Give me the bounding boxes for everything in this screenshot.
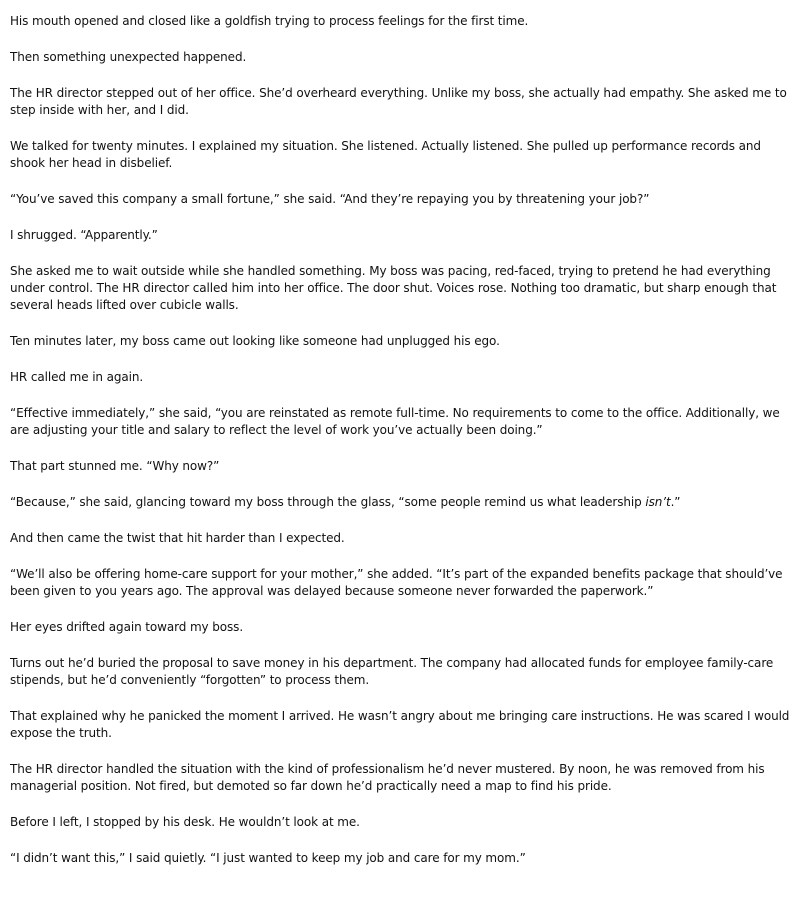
paragraph-text: “Because,” she said, glancing toward my boss through the glass, “some people remind us what leadership bbox=[10, 495, 646, 509]
paragraph: And then came the twist that hit harder than I expected. bbox=[10, 531, 345, 545]
paragraph-text: .” bbox=[670, 495, 681, 509]
paragraph: Then something unexpected happened. bbox=[10, 50, 247, 64]
paragraph: HR called me in again. bbox=[10, 370, 144, 384]
paragraph: I shrugged. “Apparently.” bbox=[10, 228, 158, 242]
paragraph: That explained why he panicked the moment I arrived. He wasn’t angry about me bringing care instructions. He was scared I would expose the truth. bbox=[10, 709, 790, 740]
paragraph: His mouth opened and closed like a goldfish trying to process feelings for the first time. bbox=[10, 14, 529, 28]
paragraph: She asked me to wait outside while she handled something. My boss was pacing, red-faced, trying to pretend he had everything under control. The HR director called him into her office. The door shut. Voices rose. Nothing too dramatic, but sharp enough that several heads lifted over cubicle walls. bbox=[10, 264, 777, 312]
paragraph: Her eyes drifted again toward my boss. bbox=[10, 620, 244, 634]
paragraph bbox=[10, 494, 790, 511]
paragraph: The HR director stepped out of her office. She’d overheard everything. Unlike my boss, she actually had empathy. She asked me to step inside with her, and I did. bbox=[10, 86, 787, 117]
paragraph: The HR director handled the situation with the kind of professionalism he’d never mustered. By noon, he was removed from his managerial position. Not fired, but demoted so far down he’d practically need a map to find his pride. bbox=[10, 762, 765, 793]
paragraph: That part stunned me. “Why now?” bbox=[10, 459, 220, 473]
paragraph: “I didn’t want this,” I said quietly. “I just wanted to keep my job and care for my mom.” bbox=[10, 851, 526, 865]
emphasis-text: isn’t bbox=[645, 495, 671, 509]
paragraph: Before I left, I stopped by his desk. He wouldn’t look at me. bbox=[10, 815, 360, 829]
paragraph: We talked for twenty minutes. I explained my situation. She listened. Actually listened. She pulled up performance records and shook her head in disbelief. bbox=[10, 139, 761, 170]
paragraph: “We’ll also be offering home-care support for your mother,” she added. “It’s part of the expanded benefits package that should’ve been given to you years ago. The approval was delayed because someone never forwarded the paperwork.” bbox=[10, 567, 783, 598]
paragraph: “Effective immediately,” she said, “you are reinstated as remote full-time. No requirements to come to the office. Additionally, we are adjusting your title and salary to reflect the level of work you’ve actually been doing.” bbox=[10, 406, 780, 437]
paragraph: Turns out he’d buried the proposal to save money in his department. The company had allocated funds for employee family-care stipends, but he’d conveniently “forgotten” to process them. bbox=[10, 656, 774, 687]
paragraph: “You’ve saved this company a small fortune,” she said. “And they’re repaying you by threatening your job?” bbox=[10, 192, 650, 206]
paragraph: Ten minutes later, my boss came out looking like someone had unplugged his ego. bbox=[10, 334, 500, 348]
